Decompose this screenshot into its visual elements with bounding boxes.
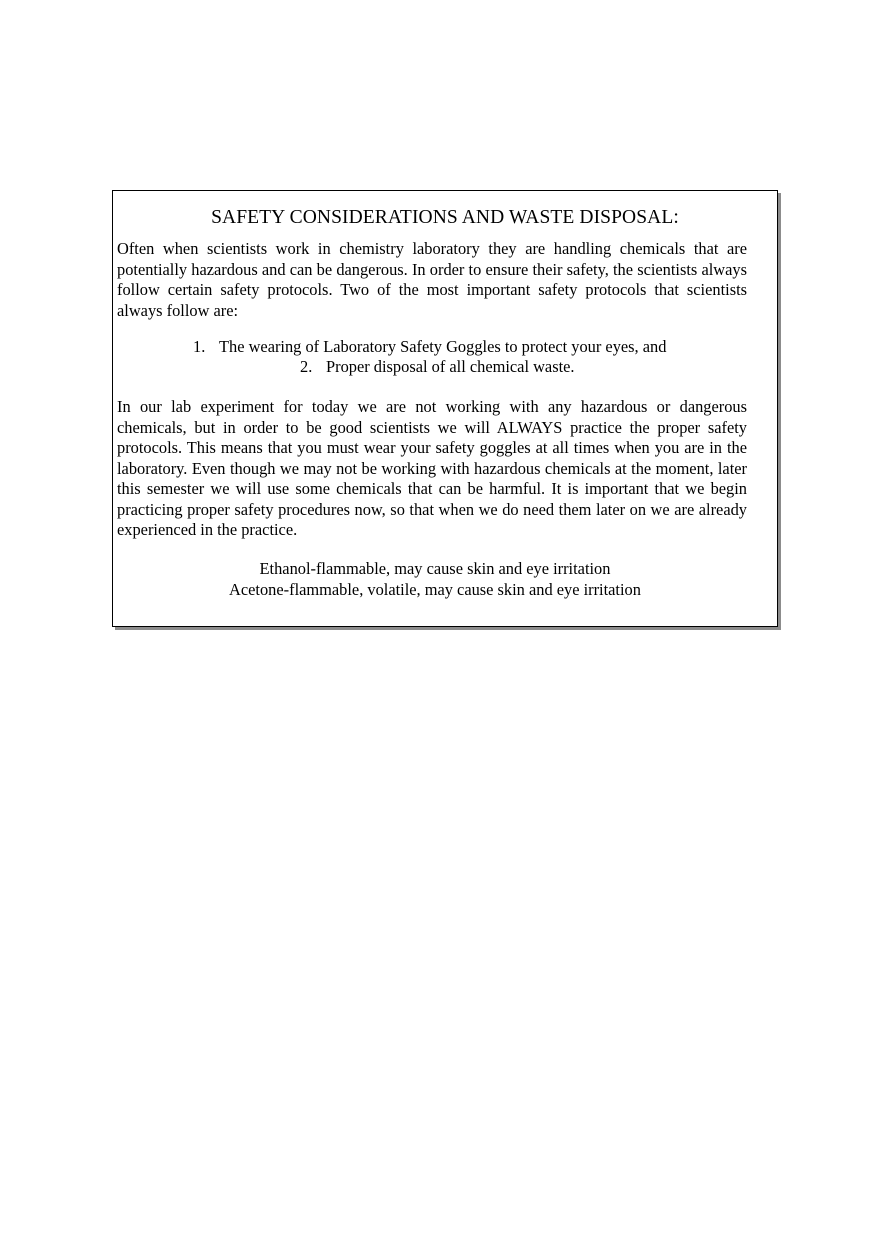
protocol-list-item	[300, 357, 575, 378]
section-title: SAFETY CONSIDERATIONS AND WASTE DISPOSAL:	[211, 207, 679, 228]
protocol-text: Proper disposal of all chemical waste.	[326, 357, 575, 376]
body-paragraph: In our lab experiment for today we are not working with any hazardous or dangerous chemicals, but in order to be good scientists we will ALWAYS practice the proper safety protocols. This means that you must wear your safety goggles at all times when you are in the laboratory. Even though we may not be working with hazardous chemicals at the moment, later this semester we will use some chemicals that can be harmful. It is important that we begin practicing proper safety procedures now, so that when we do need them later on we are already experienced in the practice.	[117, 397, 747, 539]
hazard-line-ethanol: Ethanol-flammable, may cause skin and eye irritation	[259, 559, 611, 578]
intro-paragraph: Often when scientists work in chemistry laboratory they are handling chemicals that are potentially hazardous and can be dangerous. In order to ensure their safety, the scientists always follow certain safety protocols. Two of the most important safety protocols that scientists always follow are:	[117, 239, 747, 320]
protocol-list-item	[193, 337, 666, 358]
safety-considerations-box	[112, 190, 778, 627]
hazard-line-acetone: Acetone-flammable, volatile, may cause skin and eye irritation	[229, 580, 641, 599]
protocol-number: 1.	[193, 337, 206, 356]
protocol-text: The wearing of Laboratory Safety Goggles to protect your eyes, and	[219, 337, 667, 356]
protocol-number: 2.	[300, 357, 313, 376]
